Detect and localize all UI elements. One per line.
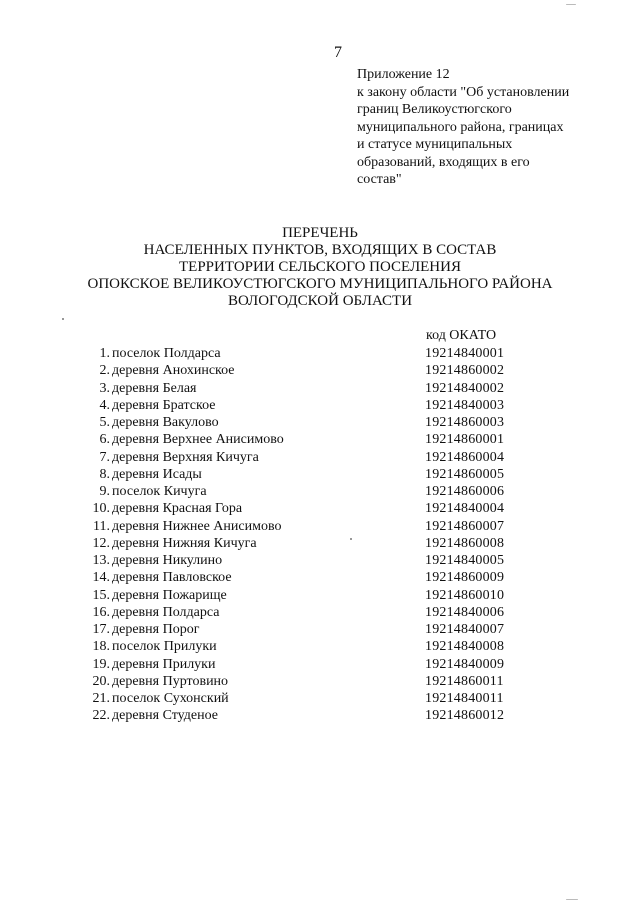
okato-code: 19214860001 (425, 432, 505, 448)
item-number: 13. (92, 553, 110, 568)
appendix-line: Приложение 12 (357, 67, 450, 82)
item-number: 5. (99, 415, 110, 430)
title-line: НАСЕЛЕННЫХ ПУНКТОВ, ВХОДЯЩИХ В СОСТАВ (143, 242, 497, 258)
item-number: 10. (92, 501, 110, 517)
okato-code: 19214840011 (425, 691, 504, 706)
appendix-line: образований, входящих в его (357, 154, 530, 170)
item-number: 17. (92, 622, 110, 637)
list-item (88, 656, 528, 673)
okato-code: 19214840007 (425, 622, 505, 637)
item-number: 18. (92, 639, 110, 655)
okato-code: 19214840009 (425, 656, 505, 672)
settlement-name: деревня Анохинское (112, 363, 235, 379)
settlement-name: деревня Никулино (112, 553, 223, 568)
settlement-name: деревня Исады (112, 466, 202, 482)
settlement-name: деревня Братское (112, 397, 216, 413)
item-number: 19. (92, 656, 110, 672)
settlement-name: деревня Нижняя Кичуга (112, 535, 257, 551)
settlement-name: деревня Полдарса (112, 604, 220, 620)
okato-code: 19214860009 (425, 570, 505, 586)
okato-code: 19214840001 (425, 346, 505, 361)
settlement-name: деревня Белая (112, 380, 197, 396)
item-number: 11. (93, 518, 110, 534)
settlement-name: деревня Верхняя Кичуга (112, 449, 259, 465)
okato-code: 19214840003 (425, 397, 505, 413)
scan-speck (566, 899, 578, 900)
scan-speck (566, 4, 576, 5)
okato-code: 19214860011 (425, 673, 504, 689)
appendix-line: и статусе муниципальных (357, 137, 513, 152)
item-number: 9. (99, 484, 110, 499)
list-item (88, 535, 528, 552)
okato-code: 19214840004 (425, 501, 505, 517)
list-item (88, 604, 528, 621)
item-number: 16. (92, 604, 110, 620)
list-item (88, 587, 528, 604)
item-number: 21. (92, 691, 110, 706)
list-item (88, 431, 528, 448)
appendix-line: состав" (357, 172, 402, 187)
appendix-line: муниципального района, границах (357, 119, 564, 135)
item-number: 14. (92, 570, 110, 586)
appendix-note (357, 66, 597, 189)
settlement-name: деревня Пуртовино (112, 673, 229, 689)
item-number: 7. (99, 449, 110, 465)
item-number: 2. (99, 363, 110, 379)
settlement-name: деревня Порог (112, 622, 200, 637)
list-item (88, 638, 528, 655)
settlement-name: поселок Прилуки (112, 639, 217, 655)
list-item (88, 569, 528, 586)
item-number: 20. (92, 673, 110, 689)
list-item (88, 466, 528, 483)
item-number: 8. (99, 466, 110, 482)
okato-code: 19214840005 (425, 553, 505, 568)
item-number: 1. (99, 346, 110, 361)
okato-code: 19214840008 (425, 639, 505, 655)
list-item (88, 397, 528, 414)
list-item (88, 362, 528, 379)
list-item (88, 483, 528, 500)
settlement-name: деревня Пожарище (112, 587, 227, 603)
title-line: ПЕРЕЧЕНЬ (282, 225, 358, 241)
okato-code: 19214840006 (425, 604, 505, 620)
settlement-name: деревня Прилуки (112, 656, 216, 672)
list-item (88, 621, 528, 638)
okato-column-header: код ОКАТО (426, 328, 497, 343)
settlement-name: поселок Сухонский (112, 691, 229, 706)
list-item (88, 414, 528, 431)
item-number: 3. (99, 380, 110, 396)
list-item (88, 449, 528, 466)
okato-code: 19214860004 (425, 449, 505, 465)
settlement-name: поселок Полдарса (112, 346, 221, 361)
okato-code: 19214860006 (425, 484, 505, 499)
list-item (88, 518, 528, 535)
title-line: ВОЛОГОДСКОЙ ОБЛАСТИ (227, 293, 413, 309)
settlement-name: деревня Павловское (112, 570, 232, 586)
okato-code: 19214860008 (425, 535, 505, 551)
settlement-name: деревня Верхнее Анисимово (112, 432, 284, 448)
item-number: 15. (92, 587, 110, 603)
okato-code: 19214860010 (425, 587, 505, 603)
okato-code: 19214860005 (425, 466, 505, 482)
appendix-line: к закону области "Об установлении (357, 84, 570, 100)
item-number: 6. (99, 432, 110, 448)
list-item (88, 380, 528, 397)
list-item (88, 707, 528, 724)
list-item (88, 673, 528, 690)
scan-speck (350, 538, 352, 540)
list-item (88, 552, 528, 569)
settlement-name: деревня Вакулово (112, 415, 219, 430)
page-number: 7 (334, 44, 342, 61)
okato-code: 19214860012 (425, 708, 505, 724)
appendix-line: границ Великоустюгского (357, 102, 512, 117)
okato-code: 19214860007 (425, 518, 505, 534)
item-number: 22. (92, 708, 110, 724)
settlement-name: поселок Кичуга (112, 484, 207, 499)
okato-code: 19214840002 (425, 380, 505, 396)
settlement-list (88, 345, 528, 725)
item-number: 12. (92, 535, 110, 551)
list-item (88, 690, 528, 707)
settlement-name: деревня Студеное (112, 708, 219, 724)
scan-speck (62, 318, 64, 320)
title-line: ОПОКСКОЕ ВЕЛИКОУСТЮГСКОГО МУНИЦИПАЛЬНОГО РАЙОНА (87, 276, 553, 292)
item-number: 4. (99, 397, 110, 413)
okato-code: 19214860003 (425, 415, 505, 430)
document-title (40, 225, 600, 310)
list-item (88, 500, 528, 517)
title-line: ТЕРРИТОРИИ СЕЛЬСКОГО ПОСЕЛЕНИЯ (179, 259, 461, 275)
okato-code: 19214860002 (425, 363, 505, 379)
settlement-name: деревня Нижнее Анисимово (112, 518, 282, 534)
settlement-name: деревня Красная Гора (112, 501, 243, 517)
list-item (88, 345, 528, 362)
